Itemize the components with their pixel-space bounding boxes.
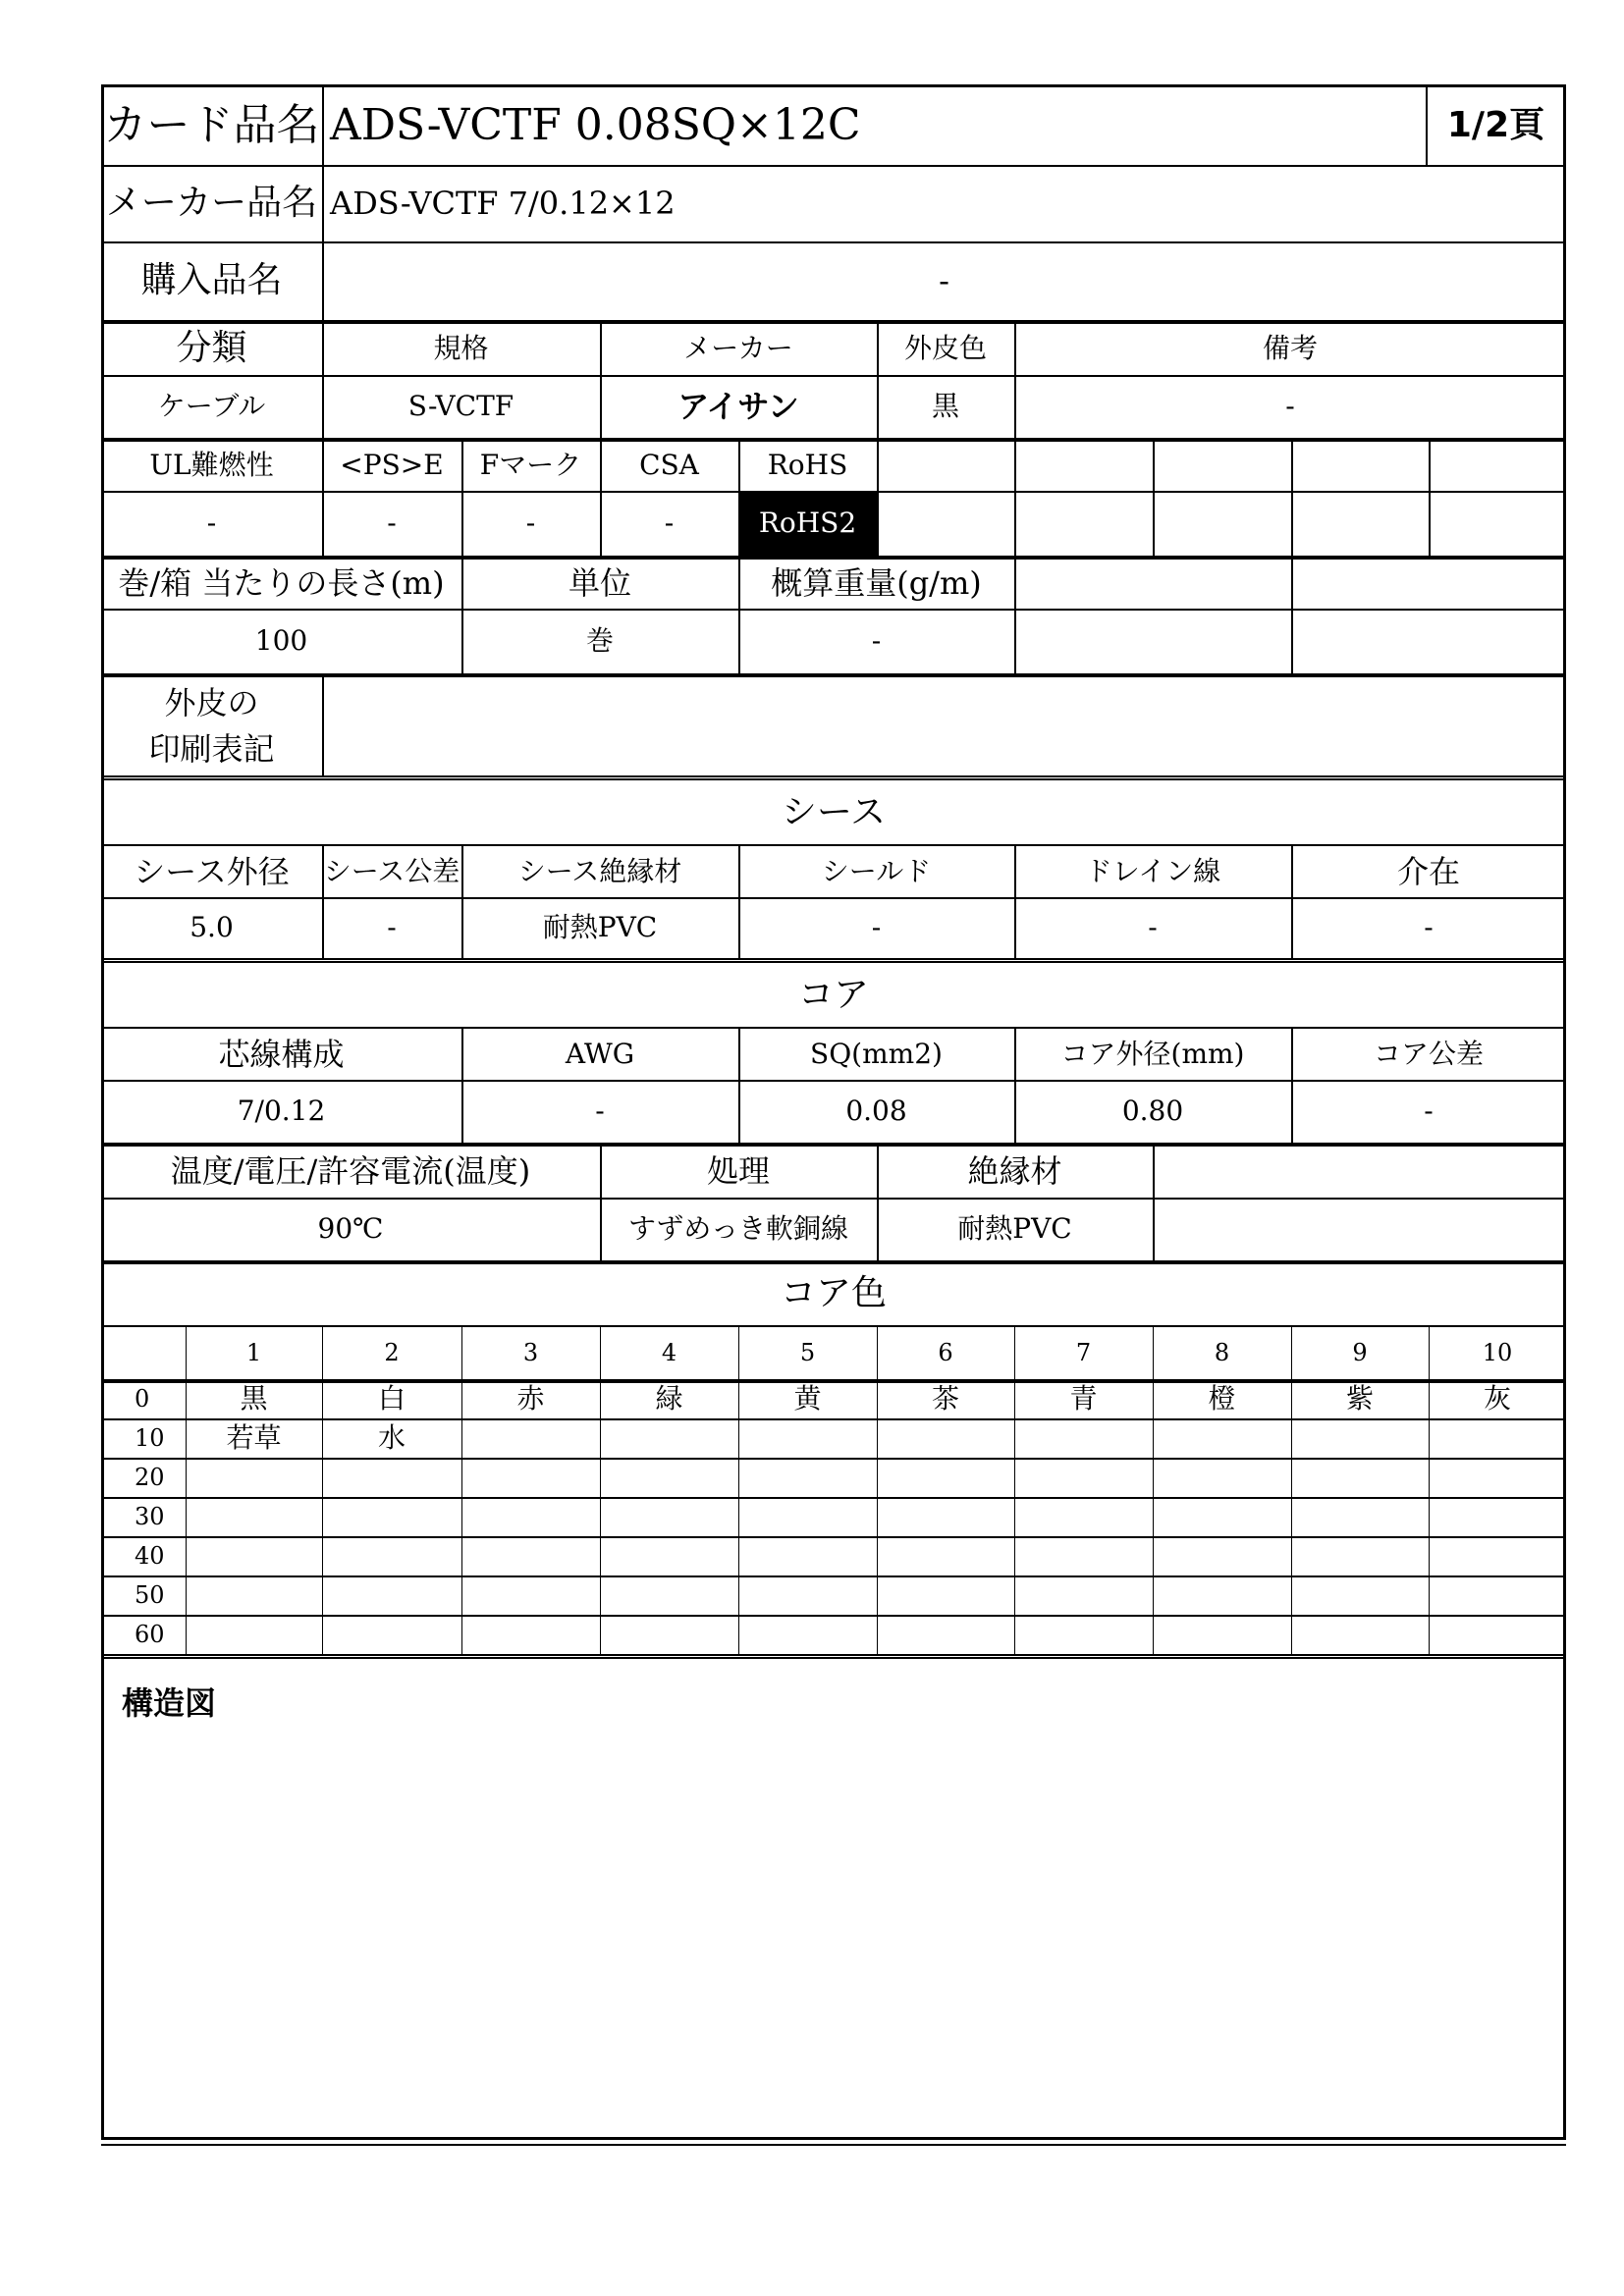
core-color-cell — [877, 1537, 1014, 1575]
core-color-cell — [738, 1537, 877, 1575]
core-color-col-10: 10 — [1482, 1338, 1513, 1366]
core-color-cell: 水 — [377, 1421, 406, 1455]
shield-header: シールド — [821, 854, 932, 887]
csa-value: - — [664, 506, 675, 539]
temp-rating-value: 90℃ — [317, 1211, 384, 1245]
core-color-cell — [1429, 1537, 1566, 1575]
core-color-cell — [186, 1576, 322, 1615]
category-value: ケーブル — [157, 389, 266, 422]
standard-value: S-VCTF — [407, 389, 514, 422]
core-color-cell — [186, 1537, 322, 1575]
core-color-cell — [322, 1498, 461, 1536]
v-rule — [1014, 556, 1016, 673]
core-color-cell — [322, 1616, 461, 1654]
structure-title: 構造図 — [122, 1683, 217, 1722]
sheet-bottom-rule — [101, 2144, 1566, 2146]
approx-weight-value: - — [871, 623, 882, 657]
rohs-header: RoHS — [767, 448, 848, 481]
sheath-color-header: 外皮色 — [903, 331, 987, 364]
core-color-cell: 灰 — [1483, 1382, 1511, 1415]
sheath-tolerance-value: - — [387, 910, 397, 943]
core-color-cell — [461, 1616, 600, 1654]
core-color-row-label: 40 — [135, 1541, 165, 1570]
sheath-title: シース — [781, 792, 887, 833]
sheath-od-value: 5.0 — [189, 910, 234, 943]
core-color-cell — [1429, 1498, 1566, 1536]
core-color-col-4: 4 — [661, 1338, 677, 1366]
standard-header: 規格 — [433, 331, 489, 364]
h-rule — [101, 958, 1566, 963]
core-color-cell — [1014, 1419, 1153, 1458]
pse-header: <PS>E — [340, 448, 444, 481]
core-color-cell: 橙 — [1208, 1382, 1236, 1415]
core-color-cell — [600, 1459, 738, 1497]
drain-wire-value: - — [1148, 910, 1158, 943]
sq-value: 0.08 — [845, 1094, 907, 1127]
core-color-cell — [1291, 1419, 1429, 1458]
sheath-tolerance-header: シース公差 — [323, 854, 460, 887]
core-color-cell — [1429, 1576, 1566, 1615]
core-color-cell — [1291, 1498, 1429, 1536]
f-mark-value: - — [525, 506, 536, 539]
core-color-cell — [1291, 1576, 1429, 1615]
v-rule — [1429, 438, 1431, 556]
insulation-value: 耐熱PVC — [957, 1211, 1072, 1245]
core-color-row-label: 50 — [135, 1580, 165, 1609]
core-color-col-5: 5 — [799, 1338, 816, 1366]
f-mark-header: Fマーク — [479, 448, 582, 481]
core-color-cell — [738, 1419, 877, 1458]
h-rule — [101, 775, 1566, 780]
csa-header: CSA — [639, 448, 699, 481]
ul-flame-header: UL難燃性 — [149, 448, 274, 481]
core-color-cell — [461, 1419, 600, 1458]
core-color-cell — [738, 1498, 877, 1536]
core-color-cell — [1153, 1498, 1291, 1536]
core-color-cell — [1153, 1537, 1291, 1575]
core-color-cell — [1153, 1419, 1291, 1458]
rohs-value: RoHS2 — [738, 491, 877, 556]
core-color-cell — [877, 1419, 1014, 1458]
core-color-cell — [1291, 1459, 1429, 1497]
core-color-cell — [1291, 1537, 1429, 1575]
core-color-row-label: 0 — [135, 1384, 150, 1413]
category-header: 分類 — [176, 328, 247, 369]
length-per-reel-value: 100 — [254, 623, 308, 657]
core-color-cell — [322, 1576, 461, 1615]
awg-value: - — [595, 1094, 605, 1127]
card-name-label: カード品名 — [103, 99, 320, 150]
core-color-col-7: 7 — [1075, 1338, 1092, 1366]
sheath-od-header: シース外径 — [134, 852, 290, 890]
strand-config-value: 7/0.12 — [237, 1094, 326, 1127]
core-color-cell — [1153, 1576, 1291, 1615]
core-color-cell — [600, 1537, 738, 1575]
sheath-insulation-value: 耐熱PVC — [542, 910, 658, 943]
core-color-col-6: 6 — [938, 1338, 953, 1366]
core-color-cell — [1291, 1616, 1429, 1654]
sq-header: SQ(mm2) — [810, 1037, 943, 1070]
core-color-cell — [1153, 1616, 1291, 1654]
core-color-cell — [461, 1459, 600, 1497]
strand-config-header: 芯線構成 — [218, 1035, 345, 1073]
core-tolerance-header: コア公差 — [1373, 1037, 1484, 1070]
page-number: 1/2頁 — [1446, 105, 1545, 146]
core-color-cell — [1014, 1576, 1153, 1615]
core-tolerance-value: - — [1424, 1094, 1434, 1127]
print-label-line1: 外皮の — [164, 684, 259, 722]
core-color-cell — [738, 1616, 877, 1654]
core-color-cell — [1014, 1498, 1153, 1536]
core-color-col-1: 1 — [245, 1338, 262, 1366]
core-color-cell: 青 — [1069, 1382, 1098, 1415]
core-color-cell: 若草 — [226, 1421, 282, 1455]
core-color-col-3: 3 — [522, 1338, 539, 1366]
awg-header: AWG — [565, 1037, 635, 1070]
approx-weight-header: 概算重量(g/m) — [771, 563, 982, 602]
purchase-name-label: 購入品名 — [140, 260, 283, 301]
print-label-line2: 印刷表記 — [148, 730, 275, 768]
core-color-cell — [738, 1459, 877, 1497]
maker-header: メーカー — [683, 331, 793, 364]
v-rule — [1153, 1143, 1155, 1260]
filler-header: 介在 — [1396, 852, 1460, 890]
unit-value: 巻 — [585, 623, 614, 657]
v-rule — [877, 438, 879, 556]
core-color-row-label: 60 — [135, 1620, 165, 1648]
temp-rating-header: 温度/電圧/許容電流(温度) — [170, 1151, 531, 1190]
core-color-cell — [1014, 1459, 1153, 1497]
print-label — [101, 677, 322, 775]
h-rule — [101, 1654, 1566, 1659]
filler-value: - — [1424, 910, 1434, 943]
core-color-title: コア色 — [780, 1273, 887, 1314]
v-rule — [1153, 438, 1155, 556]
core-color-cell — [186, 1459, 322, 1497]
maker-name-value: ADS-VCTF 7/0.12×12 — [330, 184, 676, 222]
remarks-value: - — [1285, 389, 1295, 422]
print-value — [322, 677, 1566, 775]
insulation-header: 絶縁材 — [967, 1151, 1062, 1190]
core-color-cell: 白 — [377, 1382, 406, 1415]
treatment-value: すずめっき軟銅線 — [627, 1211, 848, 1245]
core-color-cell — [877, 1576, 1014, 1615]
core-color-cell: 赤 — [516, 1382, 545, 1415]
core-color-cell — [322, 1537, 461, 1575]
core-color-cell: 緑 — [655, 1382, 683, 1415]
core-color-cell: 黒 — [240, 1382, 268, 1415]
maker-name-label: メーカー品名 — [105, 183, 318, 224]
core-color-row-label: 20 — [135, 1463, 165, 1491]
core-color-cell: 茶 — [931, 1382, 959, 1415]
core-color-cell — [877, 1616, 1014, 1654]
v-rule — [1014, 438, 1016, 556]
ul-flame-value: - — [206, 506, 217, 539]
core-color-cell: 紫 — [1345, 1382, 1374, 1415]
core-color-cell: 黄 — [793, 1382, 822, 1415]
pse-value: - — [387, 506, 397, 539]
core-color-cell — [1153, 1459, 1291, 1497]
maker-value: アイサン — [677, 387, 799, 425]
core-color-cell — [186, 1616, 322, 1654]
core-od-header: コア外径(mm) — [1060, 1037, 1245, 1070]
length-per-reel-header: 巻/箱 当たりの長さ(m) — [118, 563, 445, 602]
core-color-row-label: 10 — [135, 1423, 165, 1452]
core-color-cell — [461, 1576, 600, 1615]
core-od-value: 0.80 — [1121, 1094, 1184, 1127]
core-color-cell — [1014, 1537, 1153, 1575]
core-color-cell — [877, 1459, 1014, 1497]
core-color-cell — [1429, 1616, 1566, 1654]
sheath-color-value: 黒 — [931, 389, 959, 422]
v-rule — [1291, 438, 1293, 556]
core-color-cell — [600, 1616, 738, 1654]
core-color-cell — [186, 1498, 322, 1536]
core-title: コア — [797, 975, 869, 1016]
core-color-cell — [1429, 1419, 1566, 1458]
unit-header: 単位 — [568, 563, 631, 602]
core-color-cell — [1014, 1616, 1153, 1654]
core-color-cell — [738, 1576, 877, 1615]
purchase-name-value: - — [939, 261, 949, 299]
sheath-insulation-header: シース絶縁材 — [517, 854, 682, 887]
v-rule — [1291, 556, 1293, 673]
core-color-cell — [461, 1498, 600, 1536]
core-color-cell — [600, 1576, 738, 1615]
core-color-cell — [461, 1537, 600, 1575]
remarks-header: 備考 — [1262, 331, 1318, 364]
card-name-value: ADS-VCTF 0.08SQ×12C — [330, 99, 861, 150]
core-color-cell — [600, 1498, 738, 1536]
core-color-cell — [322, 1459, 461, 1497]
shield-value: - — [871, 910, 882, 943]
core-color-cell — [600, 1419, 738, 1458]
core-color-col-8: 8 — [1214, 1338, 1230, 1366]
core-color-col-9: 9 — [1352, 1338, 1368, 1366]
core-color-cell — [877, 1498, 1014, 1536]
drain-wire-header: ドレイン線 — [1084, 854, 1221, 887]
core-color-cell — [1429, 1459, 1566, 1497]
core-color-row-label: 30 — [135, 1502, 165, 1530]
core-color-col-2: 2 — [384, 1338, 400, 1366]
treatment-header: 処理 — [706, 1151, 770, 1190]
